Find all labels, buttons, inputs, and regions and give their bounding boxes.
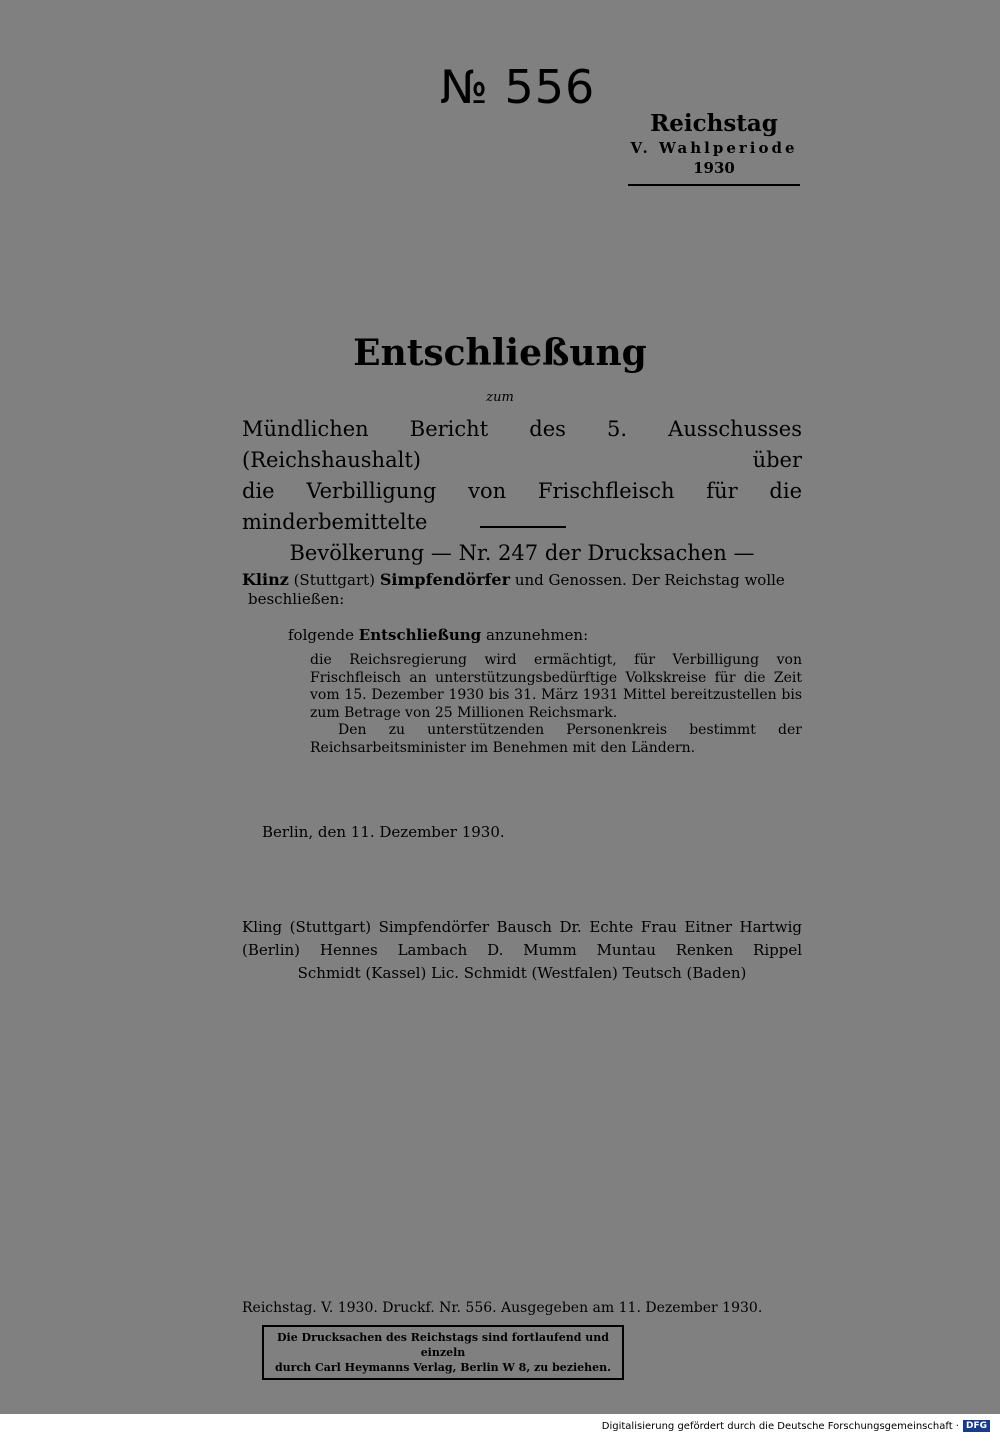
signatories (242, 916, 802, 985)
dfg-logo: DFG (963, 1420, 990, 1432)
subject-line: Mündlichen Bericht des 5. Ausschusses (Reichshaushalt) über (242, 417, 802, 472)
session-year: 1930 (693, 159, 735, 177)
co-mover-name: Simpfendörfer (379, 570, 511, 589)
resolution-lead-pre: folgende (288, 626, 354, 644)
notice-line: durch Carl Heymanns Verlag, Berlin W 8, zu beziehen. (274, 1361, 612, 1374)
subject-line: die Verbilligung von Frischfleisch für die minderbemittelte (242, 479, 802, 534)
session-block (628, 110, 800, 186)
section-divider (480, 526, 566, 528)
mover-name: Klinz (242, 570, 289, 589)
signatories-line: (Berlin) Hennes Lambach D. Mumm Muntau Renken Rippel (242, 941, 802, 959)
mover-place: (Stuttgart) (293, 571, 376, 589)
resolution-paragraph: Den zu unterstützenden Personenkreis bestimmt der Reichsarbeitsminister im Benehmen mit den Ländern. (310, 722, 802, 756)
signatories-line: Schmidt (Kassel) Lic. Schmidt (Westfalen) Teutsch (Baden) (297, 964, 747, 982)
notice-line: Die Drucksachen des Reichstags sind fortlaufend und einzeln (277, 1331, 609, 1359)
session-period: V. Wahlperiode (630, 139, 798, 157)
motion-text-continued: beschließen: (248, 590, 345, 608)
motion-intro (242, 570, 802, 609)
document-subject (242, 414, 802, 569)
document-title: Entschließung (353, 332, 647, 374)
resolution-lead-post: anzunehmen: (485, 626, 589, 644)
publisher-notice (262, 1325, 624, 1380)
dateline: Berlin, den 11. Dezember 1930. (262, 823, 505, 841)
motion-text: und Genossen. Der Reichstag wolle (514, 571, 785, 589)
signatories-line: Kling (Stuttgart) Simpfendörfer Bausch Dr. Echte Frau Eitner Hartwig (242, 918, 802, 936)
session-rule (628, 184, 800, 186)
resolution-paragraph: die Reichsregierung wird ermächtigt, für Verbilligung von Frischfleisch an unterstützungsbedürftige Volkskreise für die Zeit vom 15. Dezember 1930 bis 31. März 1931 Mittel bereitzustellen bis zum Betrage von 25 Millionen Reichsmark. (310, 652, 802, 721)
credit-text: Digitalisierung gefördert durch die Deutsche Forschungsgemeinschaft · (601, 1420, 959, 1432)
digitization-credit (602, 1420, 990, 1432)
resolution-lead-bold: Entschließung (358, 626, 482, 644)
session-title: Reichstag (650, 110, 778, 137)
resolution-body (310, 652, 802, 757)
title-connector: zum (486, 390, 514, 405)
print-footer: Reichstag. V. 1930. Druckf. Nr. 556. Ausgegeben am 11. Dezember 1930. (242, 1300, 763, 1316)
resolution-lead (288, 626, 802, 644)
subject-line: Bevölkerung — Nr. 247 der Drucksachen — (289, 541, 755, 565)
document-number: № 556 (440, 60, 596, 114)
